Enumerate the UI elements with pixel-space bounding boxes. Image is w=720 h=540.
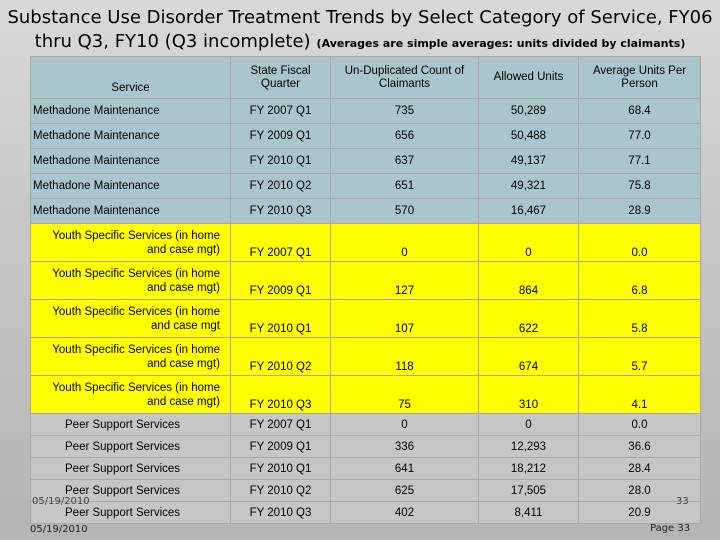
cell-average: 4.1 [579, 376, 701, 414]
slide-page-number-small: 33 [676, 496, 689, 507]
cell-quarter: FY 2010 Q3 [231, 502, 331, 524]
cell-service: Youth Specific Services (in home and case mgt) [31, 224, 231, 262]
header-average: Average Units Per Person [579, 57, 701, 99]
cell-quarter: FY 2007 Q1 [231, 99, 331, 124]
table-row [31, 262, 701, 300]
cell-service: Peer Support Services [31, 436, 231, 458]
cell-claimants: 735 [331, 99, 479, 124]
cell-units: 8,411 [479, 502, 579, 524]
cell-average: 28.0 [579, 480, 701, 502]
cell-average: 0.0 [579, 224, 701, 262]
cell-claimants: 118 [331, 338, 479, 376]
cell-quarter: FY 2010 Q3 [231, 376, 331, 414]
cell-average: 75.8 [579, 174, 701, 199]
cell-average: 77.0 [579, 124, 701, 149]
cell-service: Peer Support Services [31, 480, 231, 502]
table-row [31, 338, 701, 376]
cell-service: Peer Support Services [31, 414, 231, 436]
table-row [31, 458, 701, 480]
cell-service: Youth Specific Services (in home and case mgt) [31, 262, 231, 300]
cell-units: 310 [479, 376, 579, 414]
cell-service: Methadone Maintenance [31, 199, 231, 224]
cell-service: Methadone Maintenance [31, 124, 231, 149]
table-row [31, 480, 701, 502]
table-row [31, 224, 701, 262]
footer-page: Page 33 [650, 523, 691, 534]
header-units: Allowed Units [479, 57, 579, 99]
table-row [31, 124, 701, 149]
cell-units: 0 [479, 224, 579, 262]
cell-average: 5.8 [579, 300, 701, 338]
cell-claimants: 656 [331, 124, 479, 149]
treatment-trends-table [30, 56, 701, 524]
cell-units: 0 [479, 414, 579, 436]
table-row [31, 502, 701, 524]
title-line-2: thru Q3, FY10 (Q3 incomplete) [34, 31, 311, 52]
cell-service: Peer Support Services [31, 458, 231, 480]
cell-claimants: 570 [331, 199, 479, 224]
slide-date-small: 05/19/2010 [32, 496, 90, 507]
cell-quarter: FY 2007 Q1 [231, 414, 331, 436]
cell-units: 622 [479, 300, 579, 338]
cell-quarter: FY 2009 Q1 [231, 436, 331, 458]
cell-units: 18,212 [479, 458, 579, 480]
cell-claimants: 637 [331, 149, 479, 174]
cell-quarter: FY 2009 Q1 [231, 262, 331, 300]
cell-service: Methadone Maintenance [31, 99, 231, 124]
table-row [31, 149, 701, 174]
table-row [31, 300, 701, 338]
cell-units: 17,505 [479, 480, 579, 502]
title-note: (Averages are simple averages: units divided by claimants) [316, 37, 686, 50]
cell-units: 50,289 [479, 99, 579, 124]
cell-average: 0.0 [579, 414, 701, 436]
cell-units: 12,293 [479, 436, 579, 458]
table-row [31, 174, 701, 199]
cell-quarter: FY 2010 Q2 [231, 338, 331, 376]
cell-average: 77.1 [579, 149, 701, 174]
cell-average: 6.8 [579, 262, 701, 300]
cell-units: 50,488 [479, 124, 579, 149]
cell-quarter: FY 2010 Q2 [231, 174, 331, 199]
cell-quarter: FY 2010 Q3 [231, 199, 331, 224]
cell-service: Methadone Maintenance [31, 174, 231, 199]
cell-quarter: FY 2010 Q1 [231, 149, 331, 174]
cell-service: Youth Specific Services (in home and case mgt [31, 300, 231, 338]
cell-claimants: 336 [331, 436, 479, 458]
table-row [31, 436, 701, 458]
header-quarter: State Fiscal Quarter [231, 57, 331, 99]
footer-date: 05/19/2010 [30, 524, 88, 535]
cell-units: 864 [479, 262, 579, 300]
cell-units: 49,321 [479, 174, 579, 199]
cell-quarter: FY 2007 Q1 [231, 224, 331, 262]
cell-claimants: 0 [331, 224, 479, 262]
cell-quarter: FY 2010 Q1 [231, 458, 331, 480]
table-row [31, 99, 701, 124]
table-row [31, 376, 701, 414]
cell-claimants: 0 [331, 414, 479, 436]
slide-title [0, 6, 720, 56]
title-line-1: Substance Use Disorder Treatment Trends by Select Category of Service, FY06 [7, 7, 713, 28]
cell-service: Methadone Maintenance [31, 149, 231, 174]
cell-units: 674 [479, 338, 579, 376]
cell-average: 20.9 [579, 502, 701, 524]
cell-service: Youth Specific Services (in home and case mgt) [31, 376, 231, 414]
cell-units: 16,467 [479, 199, 579, 224]
cell-average: 28.4 [579, 458, 701, 480]
cell-service: Peer Support Services [31, 502, 231, 524]
cell-average: 5.7 [579, 338, 701, 376]
cell-units: 49,137 [479, 149, 579, 174]
header-claimants: Un-Duplicated Count of Claimants [331, 57, 479, 99]
table-row [31, 414, 701, 436]
table-row [31, 199, 701, 224]
header-service: Service [31, 57, 231, 99]
cell-claimants: 127 [331, 262, 479, 300]
cell-claimants: 75 [331, 376, 479, 414]
cell-average: 28.9 [579, 199, 701, 224]
cell-quarter: FY 2010 Q2 [231, 480, 331, 502]
cell-claimants: 625 [331, 480, 479, 502]
cell-claimants: 402 [331, 502, 479, 524]
cell-claimants: 651 [331, 174, 479, 199]
cell-average: 68.4 [579, 99, 701, 124]
cell-average: 36.6 [579, 436, 701, 458]
cell-claimants: 107 [331, 300, 479, 338]
cell-claimants: 641 [331, 458, 479, 480]
cell-service: Youth Specific Services (in home and case mgt) [31, 338, 231, 376]
cell-quarter: FY 2009 Q1 [231, 124, 331, 149]
table-header-row [31, 57, 701, 99]
cell-quarter: FY 2010 Q1 [231, 300, 331, 338]
